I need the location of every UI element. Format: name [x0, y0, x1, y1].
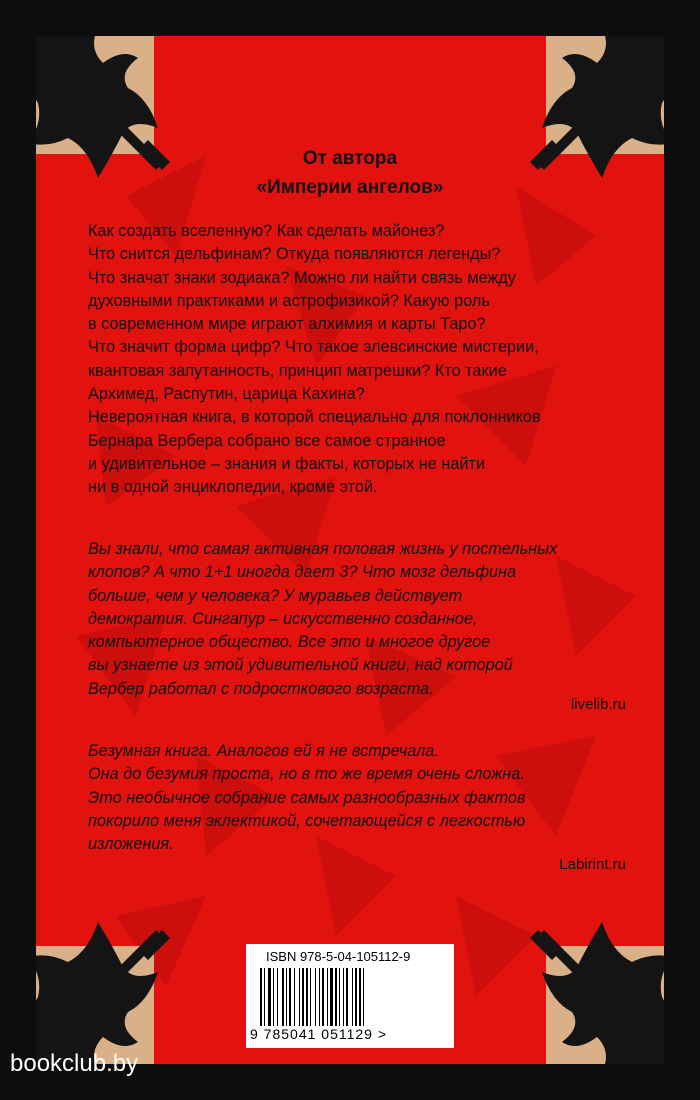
review-line: больше, чем у человека? У муравьев действует	[88, 586, 463, 605]
heading-line-1: От автора	[302, 148, 398, 169]
description-line: Что снится дельфинам? Откуда появляются легенды?	[88, 245, 501, 264]
review-line: Безумная книга. Аналогов ей я не встречала.	[88, 742, 439, 760]
description-line: Невероятная книга, в которой специально для поклонников	[88, 408, 541, 427]
description-line: Архимед, Распутин, царица Кахина?	[88, 385, 365, 404]
description-line: Бернара Вербера собрано все самое странное	[88, 431, 446, 450]
book-back-cover	[36, 36, 664, 1064]
review-line: Она до безумия проста, но в то же время очень сложна.	[88, 765, 525, 784]
cover-heading	[36, 144, 664, 202]
review-line: клопов? А что 1+1 иногда дает 3? Что мозг дельфина	[88, 563, 517, 582]
review-line: покорило меня эклектикой, сочетающейся с легкостью	[88, 811, 526, 830]
description-line: Что значит форма цифр? Что такое элевсинские мистерии,	[88, 338, 539, 357]
review-source-labirint: Labirint.ru	[559, 856, 626, 873]
review-line: компьютерное общество. Все это и многое другое	[88, 633, 491, 652]
review-labirint	[88, 740, 638, 856]
review-line: Это необычное собрание самых разнообразных фактов	[88, 788, 526, 807]
description-line: Что значат знаки зодиака? Можно ли найти связь между	[88, 268, 516, 287]
description-line: в современном мире играют алхимия и карты Таро?	[88, 315, 486, 334]
review-line: Вербер работал с подросткового возраста.	[88, 679, 434, 698]
review-line: Вы знали, что самая активная половая жизнь у постельных	[88, 540, 558, 558]
isbn-number: ISBN 978-5-04-105112-9	[266, 949, 411, 964]
description-line: квантовая запутанность, принцип матрешки? Кто такие	[88, 361, 507, 380]
dragon-sword-ornament-icon	[522, 922, 664, 1064]
description-line: Как создать вселенную? Как сделать майонез?	[88, 222, 445, 240]
review-livelib	[88, 538, 638, 701]
review-source-livelib: livelib.ru	[570, 696, 626, 713]
description-paragraph	[88, 220, 638, 500]
description-line: духовными практиками и астрофизикой? Какую роль	[88, 291, 490, 310]
barcode-bars	[260, 968, 440, 1026]
description-line: и удивительное – знания и факты, которых не найти	[88, 454, 486, 473]
barcode-digits: 9 785041 051129 >	[250, 1026, 388, 1042]
site-watermark: bookclub.by	[10, 1050, 139, 1077]
review-line: вы узнаете из этой удивительной книги, над которой	[88, 656, 513, 675]
isbn-barcode	[246, 944, 454, 1048]
dragon-sword-ornament-icon	[36, 922, 178, 1064]
review-line: изложения.	[88, 835, 174, 854]
heading-line-2: «Империи ангелов»	[256, 177, 444, 198]
review-line: демократия. Сингапур – искусственно созданное,	[88, 609, 478, 628]
description-line: ни в одной энциклопедии, кроме этой.	[88, 478, 378, 497]
